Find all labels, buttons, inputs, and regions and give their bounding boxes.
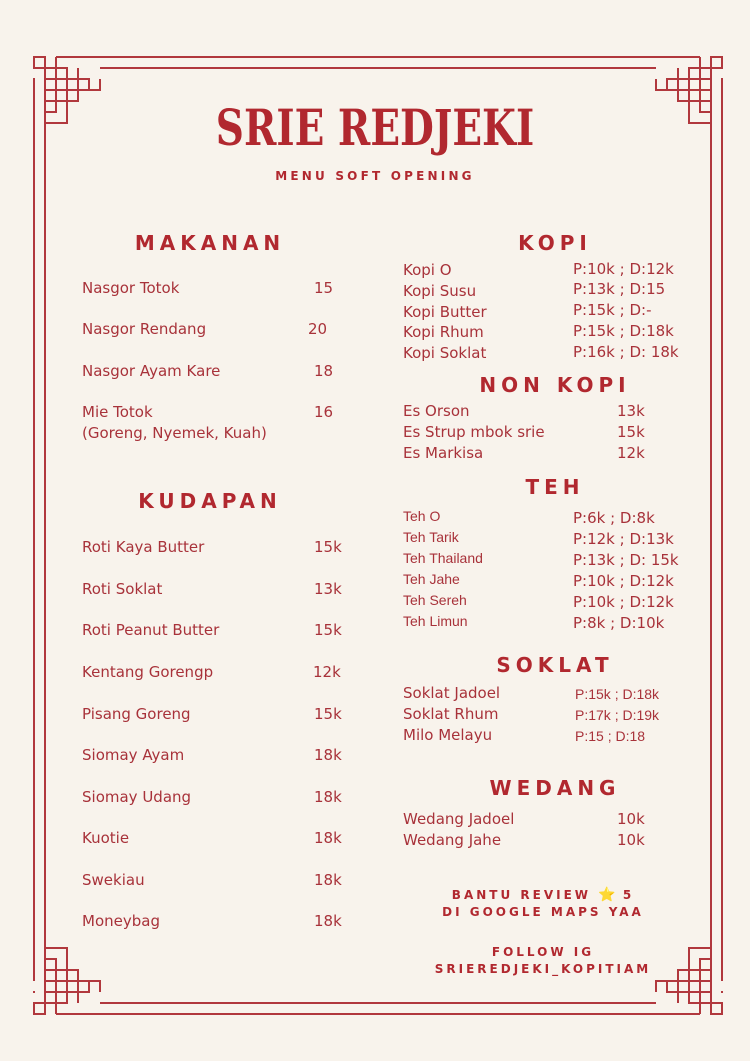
menu-item-price: P:15k ; D:18k — [573, 322, 674, 340]
menu-item-name: Swekiau — [82, 871, 145, 889]
section-title-teh: TEH — [525, 475, 585, 499]
restaurant-name: SRIE REDJEKI — [215, 98, 535, 157]
review-request-note — [380, 887, 706, 921]
menu-item-name: Teh Jahe — [403, 571, 460, 587]
menu-item-name: Milo Melayu — [403, 726, 493, 744]
menu-item-name: Pisang Goreng — [82, 705, 191, 723]
menu-item-name: Kopi Soklat — [403, 344, 487, 362]
menu-item-price: P:12k ; D:13k — [573, 530, 674, 548]
menu-item-variants: (Goreng, Nyemek, Kuah) — [82, 424, 267, 442]
instagram-follow-note — [380, 944, 706, 978]
menu-item-name: Nasgor Ayam Kare — [82, 362, 221, 380]
menu-item-price: P:10k ; D:12k — [573, 593, 674, 611]
menu-item-price: P:17k ; D:19k — [575, 707, 660, 723]
review-text-line2: DI GOOGLE MAPS YAA — [442, 905, 644, 919]
menu-item-price: P:15k ; D:- — [573, 301, 652, 319]
menu-item-name: Nasgor Totok — [82, 279, 180, 297]
menu-item-price: 18k — [314, 746, 342, 764]
menu-item-name: Kopi Rhum — [403, 323, 484, 341]
star-icon: ⭐ — [598, 887, 616, 903]
menu-item-name: Teh Sereh — [403, 592, 467, 608]
follow-text: FOLLOW IG — [491, 945, 595, 959]
menu-item-price: 16 — [314, 403, 334, 421]
menu-item-name: Siomay Ayam — [82, 746, 185, 764]
menu-item-price: P:6k ; D:8k — [573, 509, 655, 527]
menu-item-name: Soklat Jadoel — [403, 684, 501, 702]
menu-item-price: P:16k ; D: 18k — [573, 343, 679, 361]
menu-item-name: Es Orson — [403, 402, 470, 420]
menu-item-price: 12k — [313, 663, 341, 681]
menu-item-name: Teh O — [403, 508, 441, 524]
menu-item-name: Es Markisa — [403, 444, 484, 462]
instagram-handle: SRIEREDJEKI_KOPITIAM — [434, 962, 652, 976]
menu-item-price: 15k — [314, 621, 342, 639]
section-title-makanan: MAKANAN — [134, 231, 286, 255]
menu-item-name: Moneybag — [82, 912, 160, 930]
section-title-non-kopi: NON KOPI — [479, 373, 631, 397]
menu-item-price: 15k — [314, 705, 342, 723]
menu-item-price: P:10k ; D:12k — [573, 260, 674, 278]
section-title-wedang: WEDANG — [489, 776, 621, 800]
review-rating: 5 — [622, 888, 635, 902]
menu-item-name: Roti Soklat — [82, 580, 163, 598]
menu-item-price: 10k — [617, 831, 645, 849]
corner-ornament-bottom-left — [34, 948, 100, 1014]
menu-item-name: Teh Thailand — [403, 550, 483, 566]
menu-item-price: P:10k ; D:12k — [573, 572, 674, 590]
menu-item-name: Roti Kaya Butter — [82, 538, 205, 556]
menu-item-name: Kuotie — [82, 829, 130, 847]
menu-item-name: Kopi O — [403, 261, 452, 279]
menu-item-name: Roti Peanut Butter — [82, 621, 220, 639]
menu-item-price: 15k — [314, 538, 342, 556]
menu-item-name: Teh Tarik — [403, 529, 459, 545]
review-text: BANTU REVIEW — [451, 888, 592, 902]
menu-subtitle: MENU SOFT OPENING — [275, 169, 475, 183]
section-title-kopi: KOPI — [518, 231, 592, 255]
menu-item-name: Kopi Susu — [403, 282, 477, 300]
menu-item-price: 13k — [314, 580, 342, 598]
menu-item-name: Teh Limun — [403, 613, 468, 629]
menu-item-name: Siomay Udang — [82, 788, 192, 806]
menu-item-name: Wedang Jahe — [403, 831, 502, 849]
menu-item-price: P:13k ; D:15 — [573, 280, 666, 298]
menu-item-price: P:15k ; D:18k — [575, 686, 660, 702]
menu-item-name: Mie Totok — [82, 403, 153, 421]
menu-item-price: 18k — [314, 829, 342, 847]
menu-item-name: Es Strup mbok srie — [403, 423, 545, 441]
menu-item-price: P:15 ; D:18 — [575, 728, 646, 744]
menu-item-name: Wedang Jadoel — [403, 810, 515, 828]
menu-item-price: 18 — [314, 362, 334, 380]
section-title-soklat: SOKLAT — [496, 653, 614, 677]
menu-item-price: 18k — [314, 871, 342, 889]
menu-item-name: Kopi Butter — [403, 303, 487, 321]
menu-item-price: 18k — [314, 788, 342, 806]
menu-item-price: 15 — [314, 279, 334, 297]
menu-item-price: 18k — [314, 912, 342, 930]
menu-item-price: 12k — [617, 444, 645, 462]
menu-item-price: 20 — [308, 320, 328, 338]
menu-item-price: 10k — [617, 810, 645, 828]
menu-item-price: P:13k ; D: 15k — [573, 551, 679, 569]
menu-item-name: Kentang Gorengp — [82, 663, 214, 681]
menu-item-price: P:8k ; D:10k — [573, 614, 665, 632]
menu-item-name: Nasgor Rendang — [82, 320, 207, 338]
menu-item-price: 15k — [617, 423, 645, 441]
menu-item-price: 13k — [617, 402, 645, 420]
menu-item-name: Soklat Rhum — [403, 705, 499, 723]
section-title-kudapan: KUDAPAN — [138, 489, 282, 513]
